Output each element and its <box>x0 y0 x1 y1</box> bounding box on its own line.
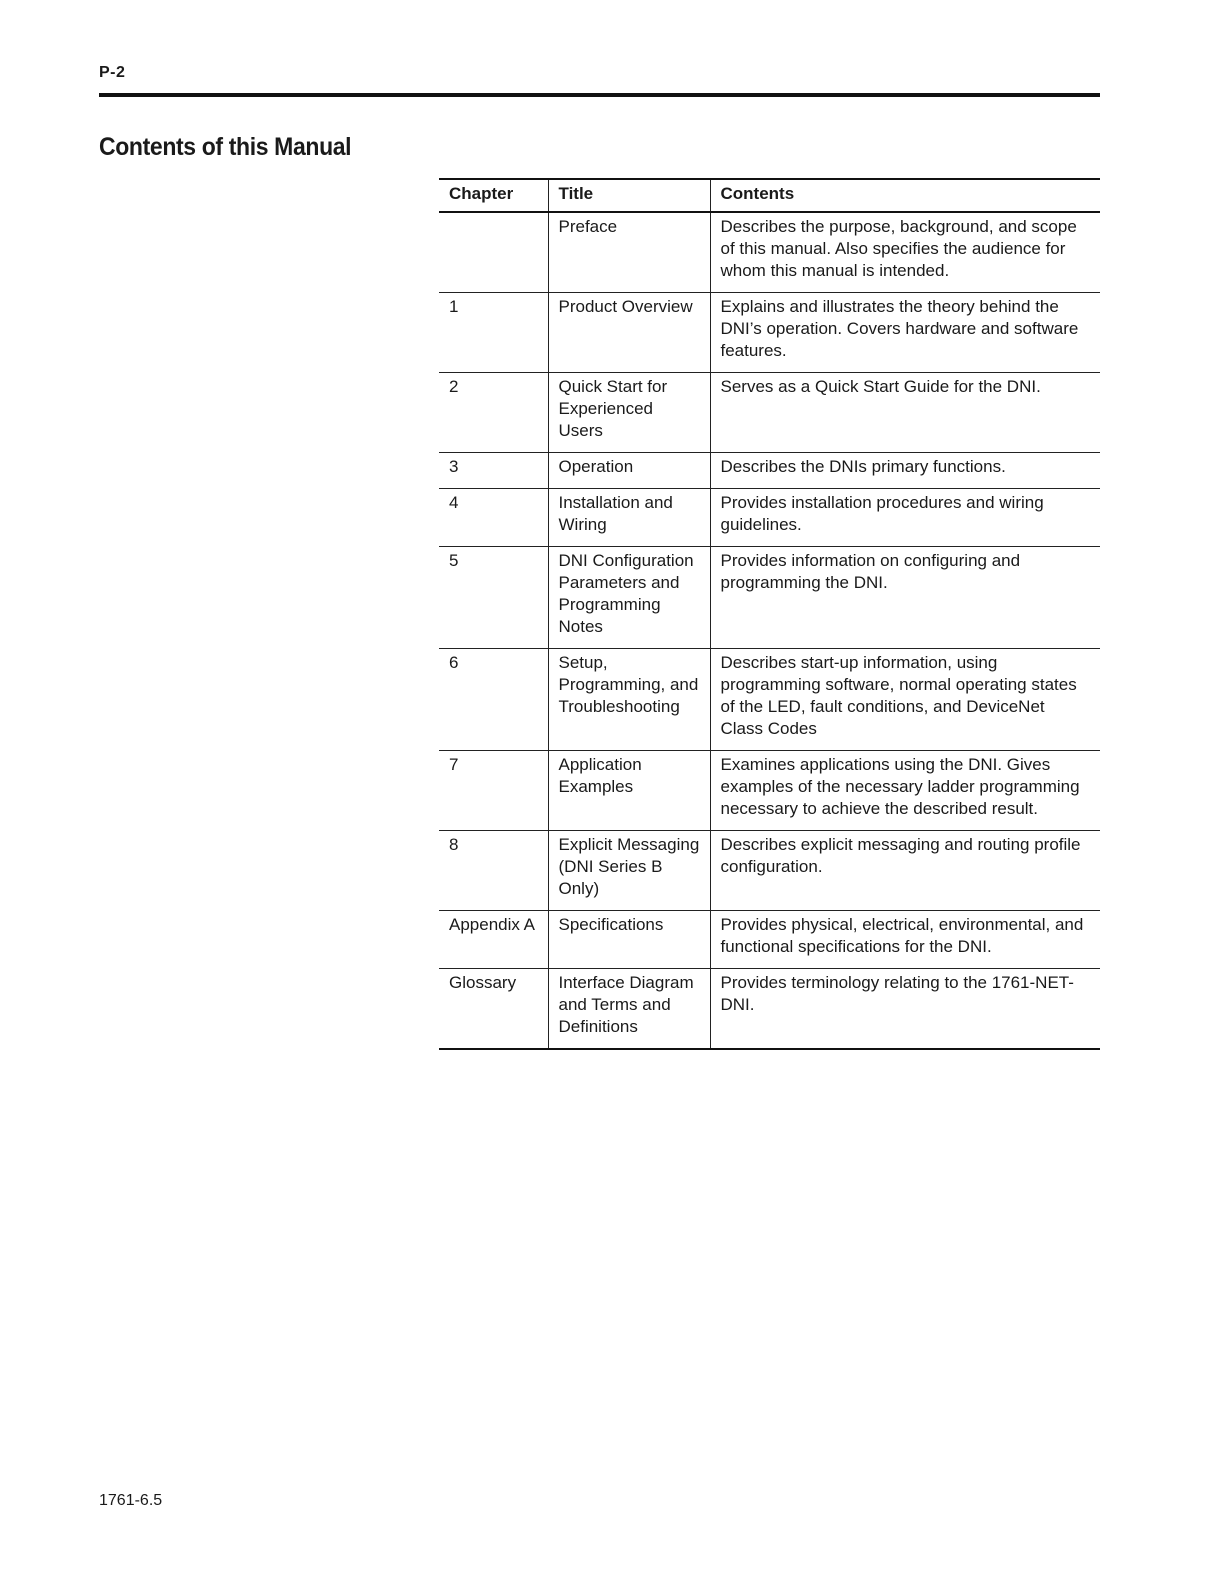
contents-cell: Examines applications using the DNI. Gives examples of the necessary ladder programming necessary to achieve the described result. <box>710 751 1100 831</box>
column-header-chapter: Chapter <box>439 179 548 212</box>
table-row <box>439 293 1100 373</box>
chapter-cell: 8 <box>439 831 548 911</box>
header-rule <box>99 93 1100 97</box>
table-row <box>439 547 1100 649</box>
table-row <box>439 911 1100 969</box>
contents-cell: Provides terminology relating to the 1761-NET-DNI. <box>710 969 1100 1050</box>
chapter-cell: 6 <box>439 649 548 751</box>
title-cell: Product Overview <box>548 293 710 373</box>
title-cell: Application Examples <box>548 751 710 831</box>
chapter-cell <box>439 212 548 293</box>
title-cell: Preface <box>548 212 710 293</box>
contents-cell: Describes explicit messaging and routing profile configuration. <box>710 831 1100 911</box>
table-row <box>439 969 1100 1050</box>
contents-table <box>439 178 1100 1050</box>
contents-cell: Provides installation procedures and wiring guidelines. <box>710 489 1100 547</box>
chapter-cell: 5 <box>439 547 548 649</box>
chapter-cell: 7 <box>439 751 548 831</box>
contents-cell: Provides physical, electrical, environmental, and functional specifications for the DNI. <box>710 911 1100 969</box>
chapter-cell: 4 <box>439 489 548 547</box>
table-row <box>439 212 1100 293</box>
chapter-cell: Glossary <box>439 969 548 1050</box>
table-row <box>439 453 1100 489</box>
chapter-cell: Appendix A <box>439 911 548 969</box>
table-row <box>439 831 1100 911</box>
contents-cell: Provides information on configuring and programming the DNI. <box>710 547 1100 649</box>
title-cell: Operation <box>548 453 710 489</box>
title-cell: Specifications <box>548 911 710 969</box>
section-title: Contents of this Manual <box>99 133 352 161</box>
publication-code: 1761-6.5 <box>99 1492 163 1509</box>
chapter-cell: 1 <box>439 293 548 373</box>
chapter-cell: 2 <box>439 373 548 453</box>
table-row <box>439 751 1100 831</box>
title-cell: Quick Start for Experienced Users <box>548 373 710 453</box>
table-row <box>439 649 1100 751</box>
contents-cell: Describes the purpose, background, and scope of this manual. Also specifies the audience for whom this manual is intended. <box>710 212 1100 293</box>
page-number: P-2 <box>99 64 126 81</box>
table-row <box>439 489 1100 547</box>
table-row <box>439 373 1100 453</box>
contents-cell: Describes start-up information, using programming software, normal operating states of the LED, fault conditions, and DeviceNet Class Codes <box>710 649 1100 751</box>
column-header-contents: Contents <box>710 179 1100 212</box>
table-header-row <box>439 179 1100 212</box>
column-header-title: Title <box>548 179 710 212</box>
contents-cell: Serves as a Quick Start Guide for the DNI. <box>710 373 1100 453</box>
title-cell: Explicit Messaging (DNI Series B Only) <box>548 831 710 911</box>
title-cell: Interface Diagram and Terms and Definitions <box>548 969 710 1050</box>
title-cell: Installation and Wiring <box>548 489 710 547</box>
contents-cell: Explains and illustrates the theory behind the DNI’s operation. Covers hardware and software features. <box>710 293 1100 373</box>
title-cell: Setup, Programming, and Troubleshooting <box>548 649 710 751</box>
chapter-cell: 3 <box>439 453 548 489</box>
contents-cell: Describes the DNIs primary functions. <box>710 453 1100 489</box>
title-cell: DNI Configuration Parameters and Programming Notes <box>548 547 710 649</box>
